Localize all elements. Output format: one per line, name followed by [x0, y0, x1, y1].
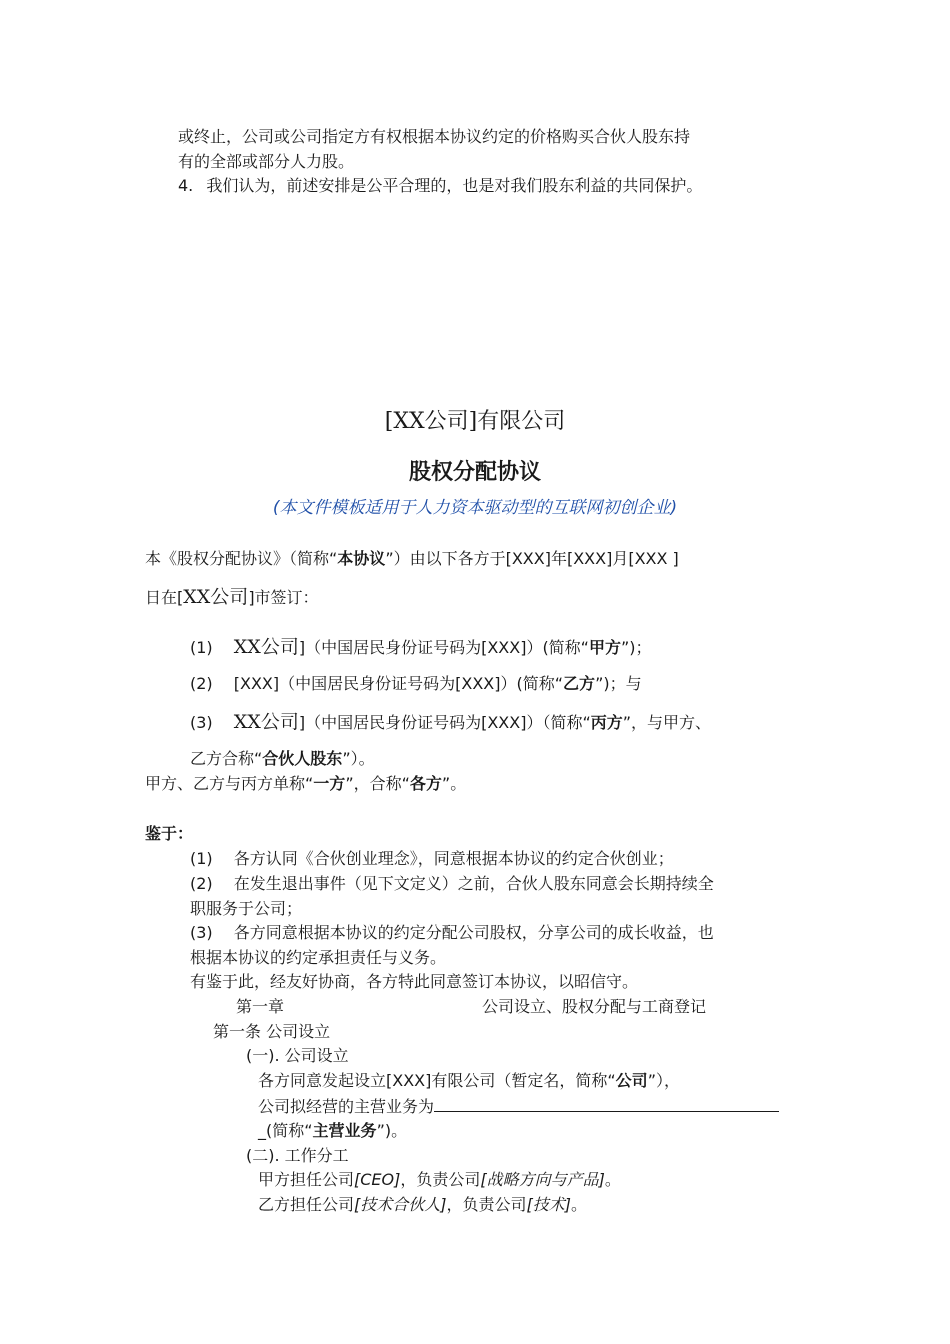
duty-placeholder: [战略方向与产品] [480, 1170, 605, 1189]
role-placeholder: [CEO] [354, 1170, 401, 1189]
party-role: 甲方 [588, 638, 621, 657]
collective-text: 甲方、乙方与丙方单称“ [145, 774, 314, 793]
item-number: 4. [178, 176, 194, 195]
party-number: (2) [190, 674, 213, 693]
whereas-item-2-cont: 职服务于公司； [190, 899, 303, 918]
role-placeholder: [技术合伙人] [354, 1195, 447, 1214]
placeholder-company: XX公司 [183, 586, 249, 608]
party-number: (3) [190, 713, 213, 732]
collective-definition [145, 773, 466, 795]
party-text: （中国居民身份证号码为[XXX]）(简称“ [279, 674, 564, 693]
section-text: 。 [604, 1170, 621, 1189]
party-3-continued [190, 748, 375, 770]
party-text: ”)；与 [595, 674, 642, 693]
whereas-text: 在发生退出事件（见下文定义）之前，合伙人股东同意会长期持续全 [233, 874, 714, 893]
section-1-line-2 [258, 1095, 779, 1118]
party-number: (1) [190, 638, 213, 657]
section-text: 乙方担任公司 [258, 1195, 355, 1214]
section-text: ，负责公司 [446, 1195, 527, 1214]
party-role: 乙方 [563, 674, 596, 693]
whereas-item-2 [190, 873, 714, 895]
item-text: 我们认为，前述安排是公平合理的，也是对我们股东利益的共同保护。 [206, 176, 703, 195]
party-name: [XXX] [233, 674, 280, 693]
whereas-item-3-cont: 根据本协议的约定承担责任与义务。 [190, 948, 447, 967]
section-text: 。 [571, 1195, 588, 1214]
party-text: 乙方合称“ [190, 749, 263, 768]
whereas-conclusion: 有鉴于此，经友好协商，各方特此同意签订本协议，以昭信守。 [190, 972, 639, 991]
whereas-item-3 [190, 922, 714, 944]
section-1-line-1 [258, 1070, 680, 1092]
intro-line-1: 或终止，公司或公司指定方有权根据本协议约定的价格购买合伙人股东持 [178, 127, 691, 146]
whereas-number: (1) [190, 849, 213, 868]
section-text: ”）， [647, 1071, 680, 1090]
whereas-text: 各方认同《合伙创业理念》，同意根据本协议的约定合伙创业； [233, 849, 674, 868]
article-1-heading: 第一条 公司设立 [213, 1022, 331, 1041]
section-text: ，负责公司 [400, 1170, 481, 1189]
defined-term: 各方 [409, 774, 442, 793]
section-text: _(简称“ [258, 1121, 313, 1140]
party-name: XX公司 [233, 636, 299, 658]
intro-item-4 [178, 175, 702, 197]
whereas-item-1 [190, 848, 674, 870]
preamble-text: ”）由以下各方于[XXX]年[XXX]月[XXX ] [385, 549, 679, 568]
section-1-line-3 [258, 1120, 407, 1142]
section-2-heading: (二). 工作分工 [246, 1146, 349, 1165]
chapter-label: 第一章 [236, 997, 285, 1016]
whereas-heading: 鉴于： [145, 824, 194, 843]
party-text: ”）。 [342, 749, 375, 768]
party-1 [190, 636, 652, 659]
section-text: ”)。 [376, 1121, 408, 1140]
defined-term: 公司 [615, 1071, 648, 1090]
section-text: 公司拟经营的主营业务为 [258, 1097, 435, 1116]
preamble-line-2 [145, 586, 319, 609]
defined-term: 合伙人股东 [262, 749, 343, 768]
party-text: ”)； [621, 638, 652, 657]
intro-line-2: 有的全部或部分人力股。 [178, 152, 355, 171]
party-text: ”，与甲方、 [622, 713, 712, 732]
whereas-number: (3) [190, 923, 213, 942]
company-name-heading: [XX公司]有限公司 [384, 409, 566, 434]
preamble-text: 本《股权分配协议》（简称“ [145, 549, 338, 568]
preamble-line-1 [145, 548, 679, 570]
party-text: ]（中国居民身份证号码为[XXX]）(简称“ [298, 638, 589, 657]
document-title: 股权分配协议 [408, 459, 541, 485]
collective-text: ”，合称“ [345, 774, 410, 793]
defined-term: 本协议 [337, 549, 386, 568]
whereas-text: 各方同意根据本协议的约定分配公司股权，分享公司的成长收益，也 [233, 923, 714, 942]
whereas-number: (2) [190, 874, 213, 893]
party-text: ]（中国居民身份证号码为[XXX]）（简称“ [298, 713, 591, 732]
defined-term: 主营业务 [312, 1121, 377, 1140]
defined-term: 一方 [313, 774, 346, 793]
preamble-text: 日在[ [145, 588, 184, 607]
section-text: 各方同意发起设立[XXX]有限公司（暂定名，简称“ [258, 1071, 616, 1090]
section-text: 甲方担任公司 [258, 1170, 355, 1189]
party-2 [190, 673, 642, 695]
document-subtitle: (本文件模板适用于人力资本驱动型的互联网初创企业) [272, 498, 678, 518]
party-3 [190, 711, 711, 734]
chapter-title: 公司设立、股权分配与工商登记 [482, 997, 707, 1016]
section-1-heading: (一). 公司设立 [246, 1046, 349, 1065]
fill-in-blank[interactable] [434, 1095, 779, 1112]
section-2-line-1 [258, 1169, 621, 1191]
preamble-text: ]市签订： [248, 588, 319, 607]
party-role: 丙方 [590, 713, 623, 732]
party-name: XX公司 [233, 711, 299, 733]
duty-placeholder: [技术] [526, 1195, 572, 1214]
collective-text: ”。 [441, 774, 467, 793]
section-2-line-2 [258, 1194, 587, 1216]
